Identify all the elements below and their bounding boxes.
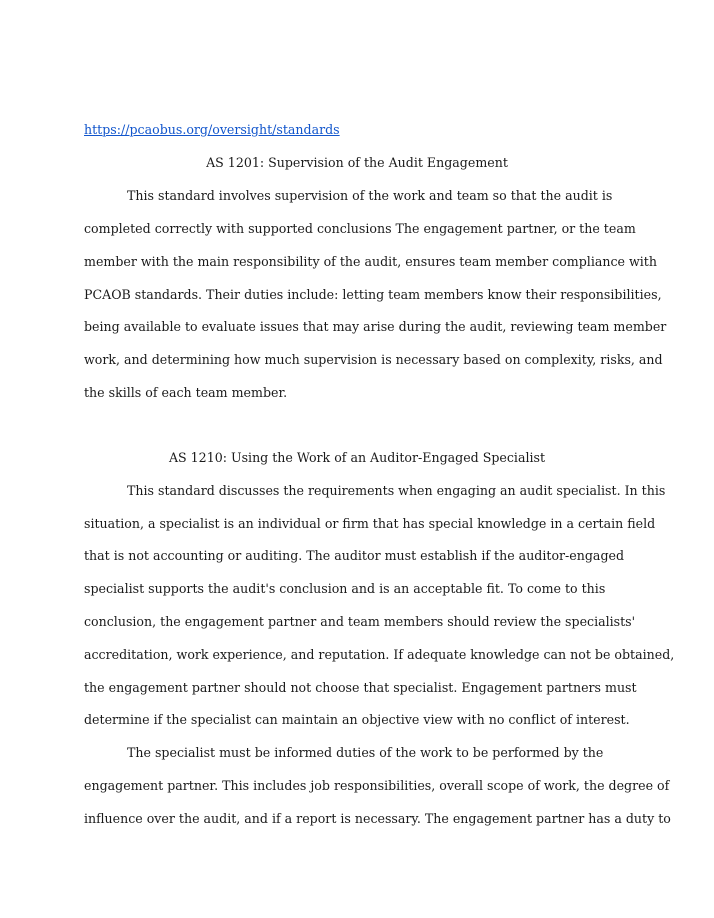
paragraph-line: work, and determining how much supervision is necessary based on complexity, risks, and (84, 352, 663, 367)
paragraph-line: The specialist must be informed duties of the work to be performed by the (127, 745, 604, 760)
paragraph-line: that is not accounting or auditing. The auditor must establish if the auditor-engaged (84, 548, 625, 563)
section-heading-as1201: AS 1201: Supervision of the Audit Engagement (206, 155, 508, 170)
section-heading-as1210: AS 1210: Using the Work of an Auditor-Engaged Specialist (168, 450, 546, 465)
paragraph-line: the engagement partner should not choose that specialist. Engagement partners must (84, 680, 637, 695)
paragraph-line: influence over the audit, and if a report is necessary. The engagement partner has a duty to (84, 811, 671, 826)
paragraph-line: determine if the specialist can maintain an objective view with no conflict of interest. (84, 712, 630, 727)
paragraph-line: the skills of each team member. (84, 385, 288, 400)
paragraph-line: specialist supports the audit's conclusion and is an acceptable fit. To come to this (84, 581, 606, 596)
paragraph-line: conclusion, the engagement partner and team members should review the specialists' (84, 614, 636, 629)
paragraph-line: accreditation, work experience, and reputation. If adequate knowledge can not be obtained, (84, 647, 675, 662)
paragraph-line: situation, a specialist is an individual or firm that has special knowledge in a certain field (84, 516, 656, 531)
standards-link[interactable]: https://pcaobus.org/oversight/standards (84, 122, 340, 137)
paragraph-line: This standard involves supervision of the work and team so that the audit is (127, 188, 613, 203)
paragraph-line: completed correctly with supported conclusions The engagement partner, or the team (84, 221, 636, 236)
paragraph-line: PCAOB standards. Their duties include: letting team members know their responsibilities, (84, 287, 662, 302)
paragraph-line: This standard discusses the requirements when engaging an audit specialist. In this (127, 483, 666, 498)
paragraph-line: being available to evaluate issues that may arise during the audit, reviewing team member (84, 319, 667, 334)
paragraph-line: engagement partner. This includes job responsibilities, overall scope of work, the degree of (84, 778, 670, 793)
paragraph-line: member with the main responsibility of the audit, ensures team member compliance with (84, 254, 657, 269)
